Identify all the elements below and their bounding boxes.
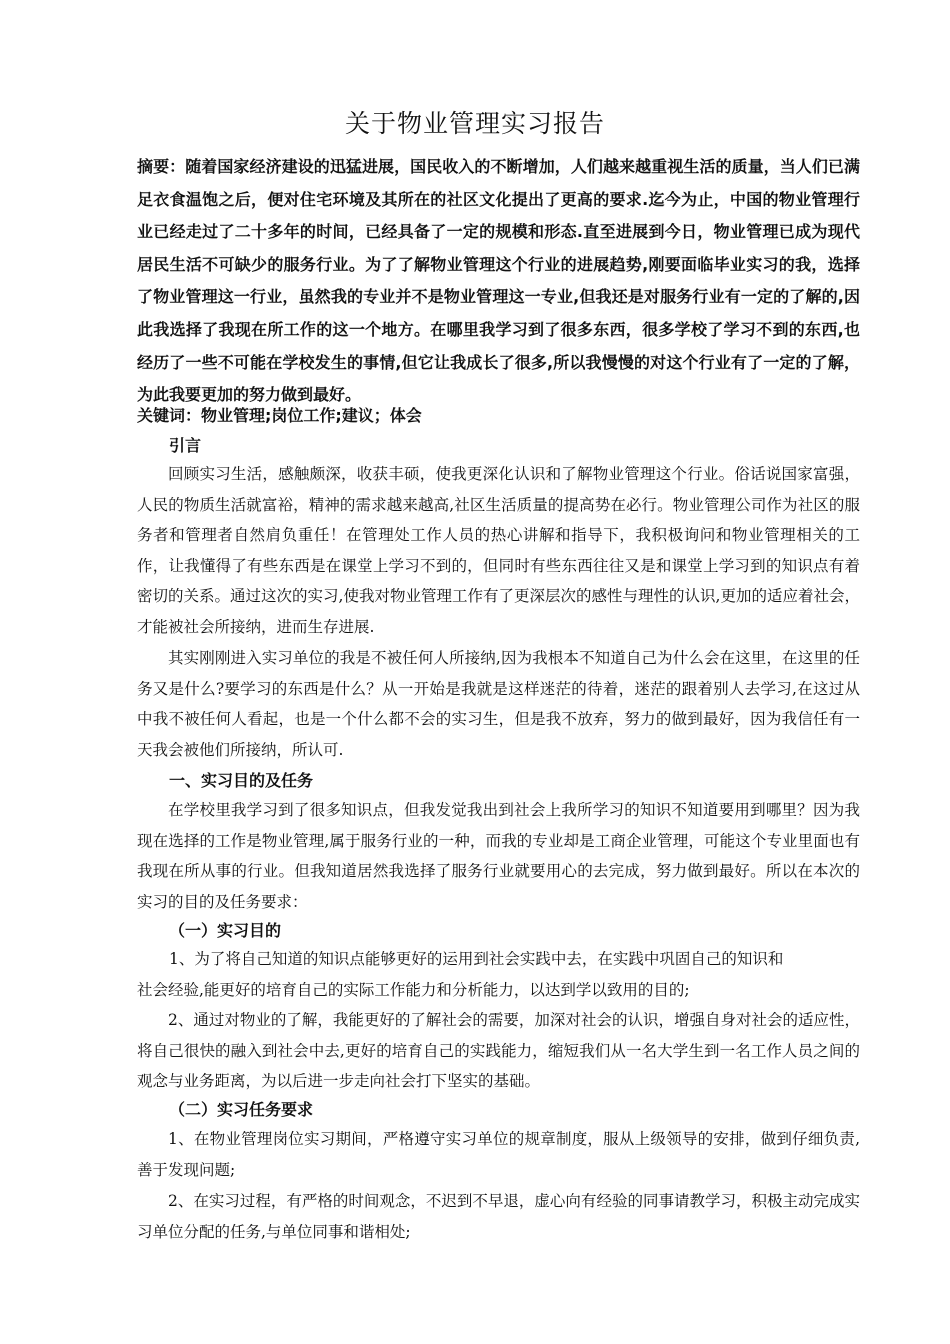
abstract-paragraph: 摘要：随着国家经济建设的迅猛进展，国民收入的不断增加，人们越来越重视生活的质量，当人们已满足衣食温饱之后，便对住宅环境及其所在的社区文化提出了更高的要求.迄今为止，中国的物业管理行业已经走过了二十多年的时间，已经具备了一定的规模和形态.直至进展到今日，物业管理已成为现代居民生活不可缺少的服务行业。为了了解物业管理这个行业的进展趋势,刚要面临毕业实习的我，选择了物业管理这一行业，虽然我的专业并不是物业管理这一专业,但我还是对服务行业有一定的了解的,因此我选择了我现在所工作的这一个地方。在哪里我学习到了很多东西，很多学校了学习不到的东西,也经历了一些不可能在学校发生的事情,但它让我成长了很多,所以我慢慢的对这个行业有了一定的了解，为此我要更加的努力做到最好。 — [137, 157, 860, 405]
subsection-1-heading: （一）实习目的 — [169, 921, 282, 940]
intro-paragraph-2: 其实刚刚进入实习单位的我是不被任何人所接纳,因为我根本不知道自己为什么会在这里，在这里的任务又是什么?要学习的东西是什么？从一开始是我就是这样迷茫的待着，迷茫的跟着别人去学习,在这过从中我不被任何人看起，也是一个什么都不会的实习生，但是我不放弃，努力的做到最好，因为我信任有一天我会被他们所接纳，所认可. — [137, 649, 860, 759]
subsection-2-heading: （二）实习任务要求 — [169, 1100, 314, 1119]
subsection-1-item-1-line-1: 1、为了将自己知道的知识点能够更好的运用到社会实践中去，在实践中巩固自己的知识和 — [169, 950, 784, 968]
document-title: 关于物业管理实习报告 — [344, 109, 605, 138]
subsection-2-item-2: 2、在实习过程，有严格的时间观念，不迟到不早退，虚心向有经验的同事请教学习，积极主动完成实习单位分配的任务,与单位同事和谐相处; — [137, 1192, 860, 1241]
keywords-line: 关键词：物业管理;岗位工作;建议；体会 — [137, 406, 422, 425]
subsection-1-item-2: 2、通过对物业的了解，我能更好的了解社会的需要，加深对社会的认识，增强自身对社会的适应性，将自己很快的融入到社会中去,更好的培育自己的实践能力，缩短我们从一名大学生到一名工作人员之间的观念与业务距离，为以后进一步走向社会打下坚实的基础。 — [137, 1011, 860, 1091]
section-1-paragraph: 在学校里我学习到了很多知识点，但我发觉我出到社会上我所学习的知识不知道要用到哪里？因为我现在选择的工作是物业管理,属于服务行业的一种，而我的专业却是工商企业管理，可能这个专业里面也有我现在所从事的行业。但我知道居然我选择了服务行业就要用心的去完成，努力做到最好。所以在本次的实习的目的及任务要求： — [137, 801, 860, 911]
intro-paragraph-1: 回顾实习生活，感触颇深，收获丰硕，使我更深化认识和了解物业管理这个行业。俗话说国家富强，人民的物质生活就富裕，精神的需求越来越高,社区生活质量的提高势在必行。物业管理公司作为社区的服务者和管理者自然肩负重任！在管理处工作人员的热心讲解和指导下，我积极询问和物业管理相关的工作，让我懂得了有些东西是在课堂上学习不到的，但同时有些东西往往又是和课堂上学习到的知识点有着密切的关系。通过这次的实习,使我对物业管理工作有了更深层次的感性与理性的认识,更加的适应着社会，才能被社会所接纳，进而生存进展. — [137, 465, 860, 636]
section-1-heading: 一、实习目的及任务 — [169, 771, 314, 790]
subsection-2-item-1: 1、在物业管理岗位实习期间，严格遵守实习单位的规章制度，服从上级领导的安排，做到仔细负责,善于发现问题; — [137, 1130, 860, 1179]
intro-heading: 引言 — [169, 436, 202, 455]
subsection-1-item-1-line-2: 社会经验,能更好的培育自己的实际工作能力和分析能力，以达到学以致用的目的; — [137, 981, 690, 999]
